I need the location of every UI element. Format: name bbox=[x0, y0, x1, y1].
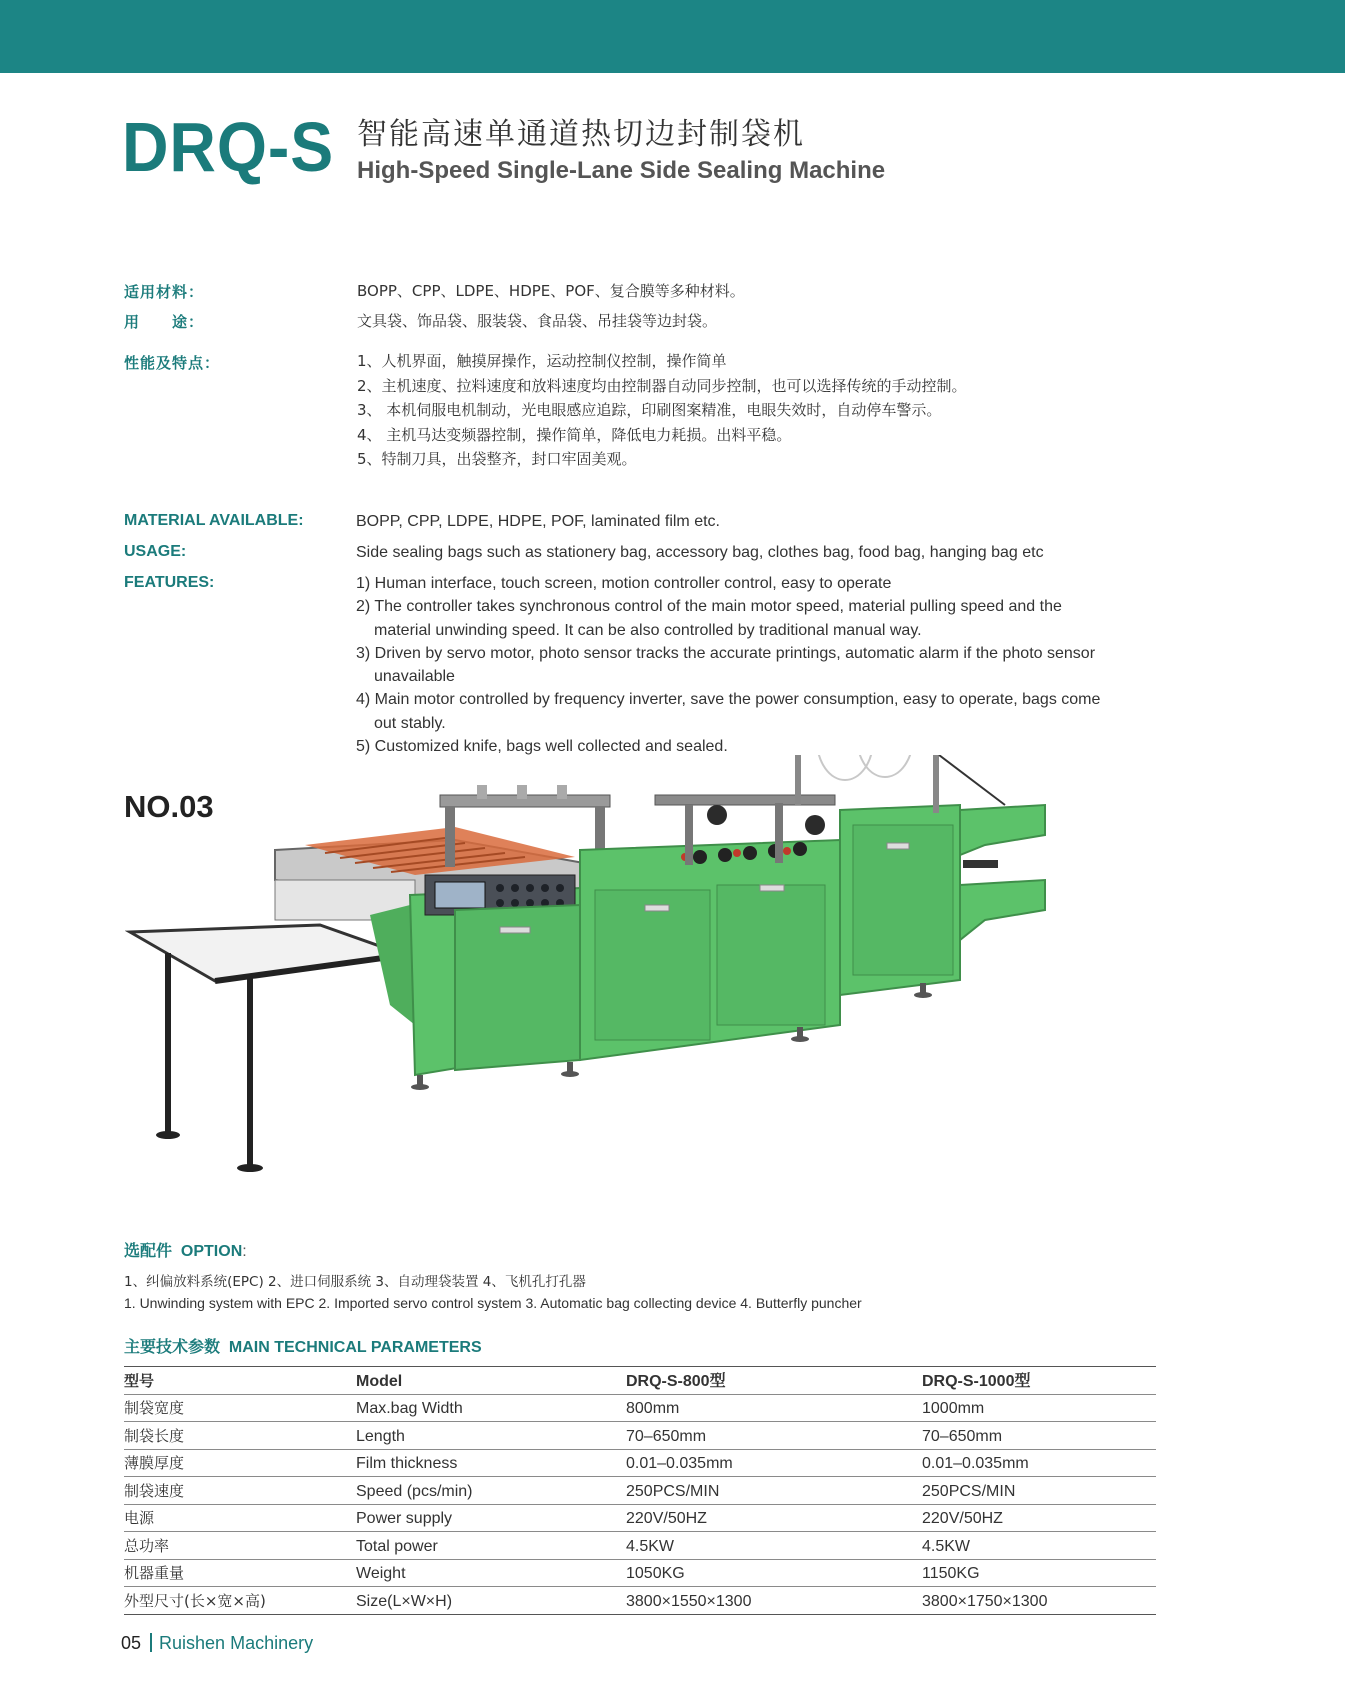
model-code: DRQ-S bbox=[122, 108, 335, 186]
param-name-en: Speed (pcs/min) bbox=[356, 1482, 473, 1500]
param-value-1000: 1150KG bbox=[922, 1565, 980, 1582]
table-row bbox=[124, 1422, 1156, 1450]
feature-en-item: 5) Customized knife, bags well collected and sealed. bbox=[356, 738, 728, 756]
table-row bbox=[124, 1532, 1156, 1560]
params-table bbox=[124, 1366, 1156, 1615]
param-value-1000: 70–650mm bbox=[922, 1427, 1003, 1445]
footer-divider bbox=[150, 1633, 152, 1652]
feature-cn-item: 5、特制刀具，出袋整齐，封口牢固美观。 bbox=[357, 450, 637, 468]
param-name-en: Total power bbox=[356, 1537, 438, 1555]
param-value-1000: 4.5KW bbox=[922, 1537, 971, 1555]
top-banner bbox=[0, 0, 1345, 73]
table-row bbox=[124, 1505, 1156, 1533]
param-name-cn: 制袋宽度 bbox=[124, 1399, 185, 1417]
param-value-800: 4.5KW bbox=[626, 1537, 675, 1555]
param-value-800: 220V/50HZ bbox=[626, 1510, 707, 1527]
table-row bbox=[124, 1560, 1156, 1588]
feature-cn-item: 1、人机界面，触摸屏操作，运动控制仪控制，操作简单 bbox=[357, 352, 727, 370]
param-name-cn: 薄膜厚度 bbox=[124, 1454, 185, 1472]
features-list-en bbox=[356, 572, 1116, 758]
param-name-en: Length bbox=[356, 1427, 405, 1445]
features-list-cn bbox=[357, 349, 967, 472]
feature-en-item: 3) Driven by servo motor, photo sensor tracks the accurate printings, automatic alarm if the photo sensor unavailable bbox=[356, 644, 1096, 686]
feature-cn-item: 3、 本机伺服电机制动，光电眼感应追踪，印刷图案精准，电眼失效时，自动停车警示。 bbox=[357, 401, 942, 419]
param-name-en: Max.bag Width bbox=[356, 1400, 463, 1417]
features-label-en: FEATURES: bbox=[124, 574, 215, 591]
header-cell: 型号 bbox=[124, 1371, 155, 1390]
params-title-en: MAIN TECHNICAL PARAMETERS bbox=[228, 1339, 482, 1356]
table-row bbox=[124, 1450, 1156, 1478]
feature-cn-item: 2、主机速度、拉料速度和放料速度均由控制器自动同步控制，也可以选择传统的手动控制。 bbox=[357, 376, 967, 395]
param-name-cn: 总功率 bbox=[124, 1536, 170, 1555]
usage-label-en: USAGE: bbox=[124, 543, 187, 560]
usage-text-en: Side sealing bags such as stationery bag, accessory bag, clothes bag, food bag, hanging bag etc bbox=[356, 544, 1044, 561]
option-items-en: 1. Unwinding system with EPC 2. Imported servo control system 3. Automatic bag collecting device 4. Butterfly puncher bbox=[124, 1295, 862, 1311]
feature-en-item: 1) Human interface, touch screen, motion controller control, easy to operate bbox=[356, 575, 892, 592]
header-cell: DRQ-S-1000型 bbox=[922, 1372, 1031, 1390]
table-row bbox=[124, 1477, 1156, 1505]
param-name-cn: 制袋长度 bbox=[124, 1426, 185, 1445]
param-name-cn: 机器重量 bbox=[124, 1564, 185, 1582]
feature-en-item: 4) Main motor controlled by frequency inverter, save the power consumption, easy to operate, bags come out stably. bbox=[356, 691, 1101, 732]
product-number: NO.03 bbox=[124, 789, 214, 824]
header-cell: Model bbox=[356, 1372, 403, 1390]
table-leg bbox=[247, 977, 253, 1167]
title-chinese: 智能高速单通道热切边封制袋机 bbox=[357, 117, 805, 152]
param-name-cn: 制袋速度 bbox=[124, 1481, 185, 1500]
unwind-disc bbox=[857, 755, 913, 777]
param-name-en: Weight bbox=[356, 1565, 406, 1582]
unwind-disc bbox=[817, 755, 873, 780]
usage-text-cn: 文具袋、饰品袋、服装袋、食品袋、吊挂袋等边封袋。 bbox=[357, 312, 718, 330]
title-english: High-Speed Single-Lane Side Sealing Machine bbox=[357, 157, 886, 184]
page-number: 05 bbox=[121, 1633, 142, 1653]
table-row bbox=[124, 1395, 1156, 1423]
param-name-cn: 电源 bbox=[124, 1509, 155, 1527]
option-title-colon: : bbox=[242, 1243, 247, 1260]
params-title-cn: 主要技术参数 bbox=[124, 1339, 221, 1356]
material-text-cn: BOPP、CPP、LDPE、HDPE、POF、复合膜等多种材料。 bbox=[357, 282, 745, 300]
option-title-cn: 选配件 bbox=[124, 1243, 173, 1260]
material-text-en: BOPP, CPP, LDPE, HDPE, POF, laminated film etc. bbox=[356, 513, 720, 530]
touch-screen bbox=[435, 882, 485, 908]
param-name-en: Film thickness bbox=[356, 1455, 458, 1472]
option-title-en: OPTION bbox=[180, 1243, 243, 1260]
param-value-800: 0.01–0.035mm bbox=[626, 1455, 733, 1472]
param-value-1000: 0.01–0.035mm bbox=[922, 1455, 1029, 1472]
params-header-row bbox=[124, 1367, 1156, 1395]
param-value-800: 250PCS/MIN bbox=[626, 1482, 720, 1500]
usage-label-cn: 用 途： bbox=[124, 313, 205, 331]
params-title bbox=[124, 1334, 482, 1357]
param-value-800: 3800×1550×1300 bbox=[626, 1592, 752, 1610]
param-value-1000: 250PCS/MIN bbox=[922, 1482, 1016, 1500]
option-title bbox=[124, 1238, 247, 1261]
brand-name: Ruishen Machinery bbox=[159, 1633, 314, 1653]
param-name-cn: 外型尺寸(长×宽×高) bbox=[124, 1591, 266, 1610]
machine-photo bbox=[125, 755, 1135, 1215]
feature-en-item: 2) The controller takes synchronous control of the main motor speed, material pulling speed and the material unwinding speed. It can be also controlled by traditional manual way. bbox=[356, 598, 1062, 639]
param-value-1000: 1000mm bbox=[922, 1400, 985, 1417]
header-cell: DRQ-S-800型 bbox=[626, 1372, 726, 1390]
param-value-800: 1050KG bbox=[626, 1565, 685, 1582]
table-leg bbox=[165, 953, 171, 1133]
param-value-1000: 3800×1750×1300 bbox=[922, 1592, 1048, 1610]
param-name-en: Power supply bbox=[356, 1510, 453, 1527]
material-label-cn: 适用材料： bbox=[124, 283, 205, 301]
output-tray bbox=[960, 880, 1045, 940]
option-items-cn: 1、纠偏放料系统(EPC) 2、进口伺服系统 3、自动理袋装置 4、飞机孔打孔器 bbox=[124, 1274, 586, 1290]
feature-cn-item: 4、 主机马达变频器控制，操作简单，降低电力耗损。出料平稳。 bbox=[357, 425, 792, 444]
table-row bbox=[124, 1587, 1156, 1615]
param-value-800: 70–650mm bbox=[626, 1427, 707, 1445]
material-label-en: MATERIAL AVAILABLE: bbox=[124, 512, 304, 529]
page-footer bbox=[121, 1633, 313, 1654]
param-value-1000: 220V/50HZ bbox=[922, 1510, 1003, 1527]
param-name-en: Size(L×W×H) bbox=[356, 1592, 453, 1610]
output-tray bbox=[960, 805, 1045, 855]
param-value-800: 800mm bbox=[626, 1400, 680, 1417]
features-label-cn: 性能及特点： bbox=[124, 354, 221, 372]
